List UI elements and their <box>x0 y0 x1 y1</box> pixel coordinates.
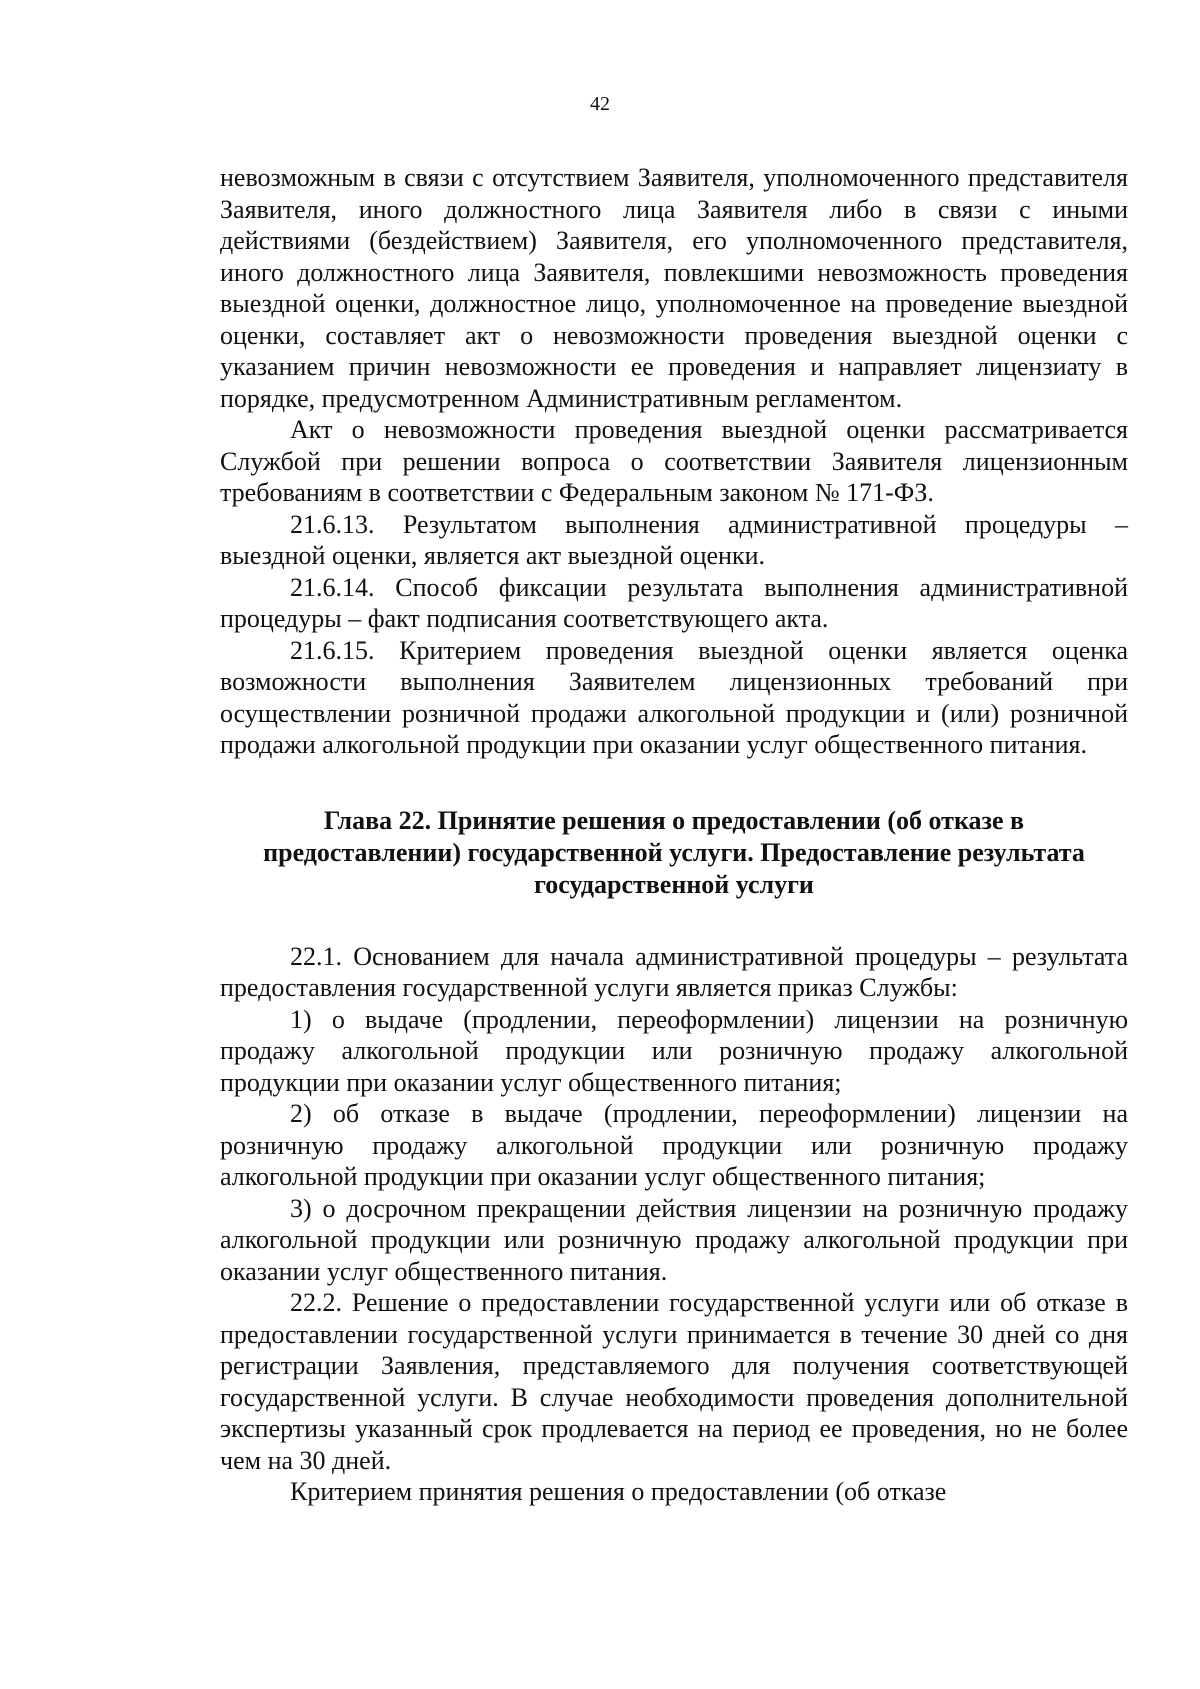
paragraph-22-2: 22.2. Решение о предоставлении государственной услуги или об отказе в предоставлении государственной услуги принимается в течение 30 дней со дня регистрации Заявления, представляемого для получения соответствующей государственной услуги. В случае необходимости проведения дополнительной экспертизы указанный срок продлевается на период ее проведения, но не более чем на 30 дней. <box>220 1288 1128 1475</box>
list-item-1: 1) о выдаче (продлении, переоформлении) лицензии на розничную продажу алкогольной продукции или розничную продажу алкогольной продукции при оказании услуг общественного питания; <box>220 1004 1128 1097</box>
paragraph-continuation: невозможным в связи с отсутствием Заявителя, уполномоченного представителя Заявителя, иного должностного лица Заявителя либо в связи с иными действиями (бездействием) Заявителя, его уполномоченного представителя, иного должностного лица Заявителя, повлекшими невозможность проведения выездной оценки, должностное лицо, уполномоченное на проведение выездной оценки, составляет акт о невозможности проведения выездной оценки с указанием причин невозможности ее проведения и направляет лицензиату в порядке, предусмотренном Административным регламентом. <box>220 163 1128 413</box>
paragraph-22-1: 22.1. Основанием для начала административной процедуры – результата предоставления государственной услуги является приказ Службы: <box>220 941 1128 1002</box>
page-body <box>220 162 1128 1508</box>
chapter-heading-line-1: Глава 22. Принятие решения о предоставлении (об отказе в <box>323 805 1025 835</box>
paragraph-criterion: Критерием принятия решения о предоставлении (об отказе <box>290 1477 947 1506</box>
paragraph-21-6-15: 21.6.15. Критерием проведения выездной оценки является оценка возможности выполнения Заявителем лицензионных требований при осуществлении розничной продажи алкогольной продукции и (или) розничной продажи алкогольной продукции при оказании услуг общественного питания. <box>220 635 1128 759</box>
paragraph-act-impossibility: Акт о невозможности проведения выездной оценки рассматривается Службой при решении вопроса о соответствии Заявителя лицензионным требованиям в соответствии с Федеральным законом № 171-ФЗ. <box>220 415 1128 507</box>
list-item-2: 2) об отказе в выдаче (продлении, переоформлении) лицензии на розничную продажу алкогольной продукции или розничную продажу алкогольной продукции при оказании услуг общественного питания; <box>220 1099 1128 1191</box>
chapter-heading-line-2: предоставлении) государственной услуги. Предоставление результата <box>263 837 1085 867</box>
chapter-heading <box>220 805 1128 901</box>
paragraph-21-6-13: 21.6.13. Результатом выполнения административной процедуры – выездной оценки, является акт выездной оценки. <box>220 509 1128 570</box>
page-number: 42 <box>590 93 610 115</box>
chapter-heading-line-3: государственной услуги <box>534 869 814 899</box>
paragraph-21-6-14: 21.6.14. Способ фиксации результата выполнения административной процедуры – факт подписания соответствующего акта. <box>220 572 1128 633</box>
list-item-3: 3) о досрочном прекращении действия лицензии на розничную продажу алкогольной продукции или розничную продажу алкогольной продукции при оказании услуг общественного питания. <box>220 1193 1128 1286</box>
